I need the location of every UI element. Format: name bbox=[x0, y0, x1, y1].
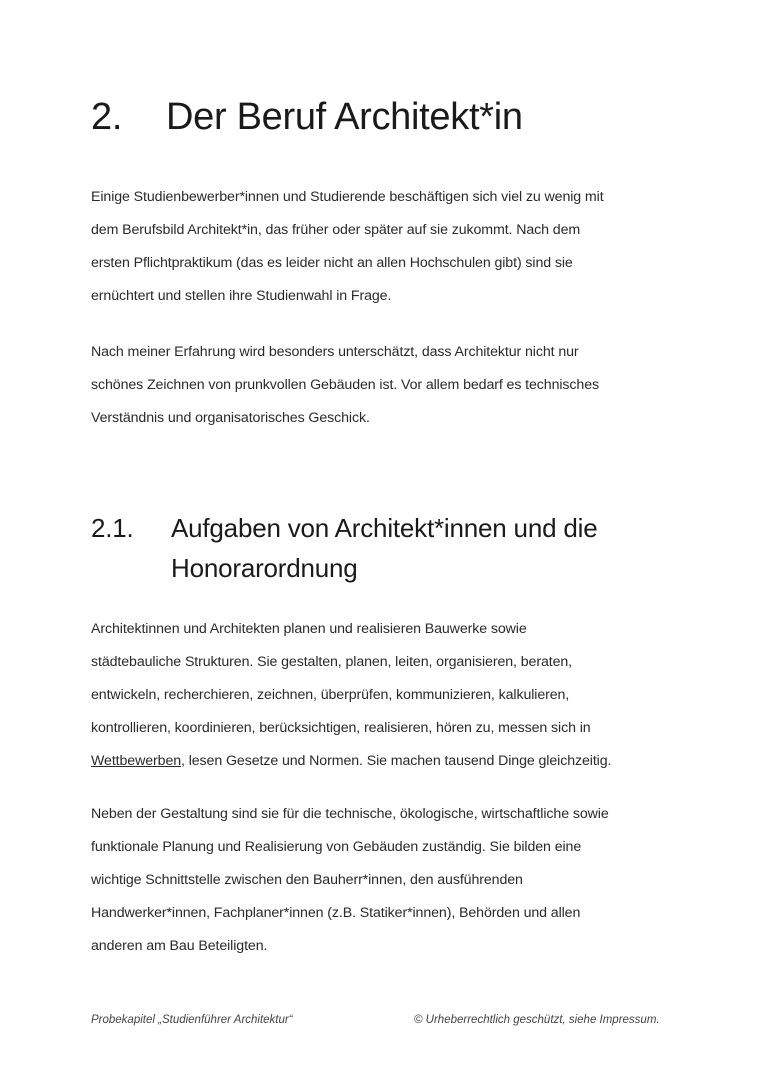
section-title-line: Aufgaben von Architekt*innen und die bbox=[171, 513, 598, 543]
paragraph-text: , lesen Gesetze und Normen. Sie machen tausend Dinge gleichzeitig. bbox=[181, 753, 612, 769]
chapter-heading bbox=[91, 96, 523, 139]
paragraph-line: dem Berufsbild Architekt*in, das früher oder später auf sie zukommt. Nach dem bbox=[91, 222, 581, 238]
paragraph-line: Neben der Gestaltung sind sie für die technische, ökologische, wirtschaftliche sowie bbox=[91, 806, 609, 822]
paragraph-line: Verständnis und organisatorisches Geschick. bbox=[91, 410, 370, 426]
paragraph-line: Architektinnen und Architekten planen und realisieren Bauwerke sowie bbox=[91, 621, 527, 637]
chapter-number: 2. bbox=[91, 96, 123, 138]
section-number: 2.1. bbox=[91, 513, 134, 543]
section-title bbox=[171, 508, 597, 588]
paragraph-line: Nach meiner Erfahrung wird besonders unterschätzt, dass Architektur nicht nur bbox=[91, 344, 579, 360]
footer-copyright: © Urheberrechtlich geschützt, siehe Impressum. bbox=[414, 1014, 660, 1026]
paragraph-line: ersten Pflichtpraktikum (das es leider nicht an allen Hochschulen gibt) sind sie bbox=[91, 255, 573, 271]
section-paragraph-1 bbox=[91, 613, 691, 778]
paragraph-line: schönes Zeichnen von prunkvollen Gebäuden ist. Vor allem bedarf es technisches bbox=[91, 377, 599, 393]
paragraph-line: Handwerker*innen, Fachplaner*innen (z.B. Statiker*innen), Behörden und allen bbox=[91, 905, 581, 921]
wettbewerbe-link[interactable]: Wettbewerben bbox=[91, 753, 182, 769]
section-title-line: Honorarordnung bbox=[171, 553, 358, 583]
paragraph-line: Einige Studienbewerber*innen und Studierende beschäftigen sich viel zu wenig mit bbox=[91, 189, 604, 205]
paragraph-line: kontrollieren, koordinieren, berücksichtigen, realisieren, hören zu, messen sich in bbox=[91, 720, 591, 736]
paragraph-line: funktionale Planung und Realisierung von Gebäuden zuständig. Sie bilden eine bbox=[91, 839, 582, 855]
section-heading bbox=[91, 508, 597, 588]
paragraph-line: ernüchtert und stellen ihre Studienwahl in Frage. bbox=[91, 288, 392, 304]
paragraph-line: wichtige Schnittstelle zwischen den Bauherr*innen, den ausführenden bbox=[91, 872, 523, 888]
paragraph-line: entwickeln, recherchieren, zeichnen, überprüfen, kommunizieren, kalkulieren, bbox=[91, 687, 570, 703]
chapter-paragraph-2 bbox=[91, 336, 691, 435]
chapter-title: Der Beruf Architekt*in bbox=[166, 96, 523, 138]
section-paragraph-2 bbox=[91, 798, 691, 963]
paragraph-line: anderen am Bau Beteiligten. bbox=[91, 938, 268, 954]
chapter-paragraph-1 bbox=[91, 181, 691, 313]
paragraph-line: städtebauliche Strukturen. Sie gestalten, planen, leiten, organisieren, beraten, bbox=[91, 654, 572, 670]
footer-book-title: Probekapitel „Studienführer Architektur“ bbox=[91, 1014, 293, 1026]
paragraph-line bbox=[91, 745, 691, 778]
